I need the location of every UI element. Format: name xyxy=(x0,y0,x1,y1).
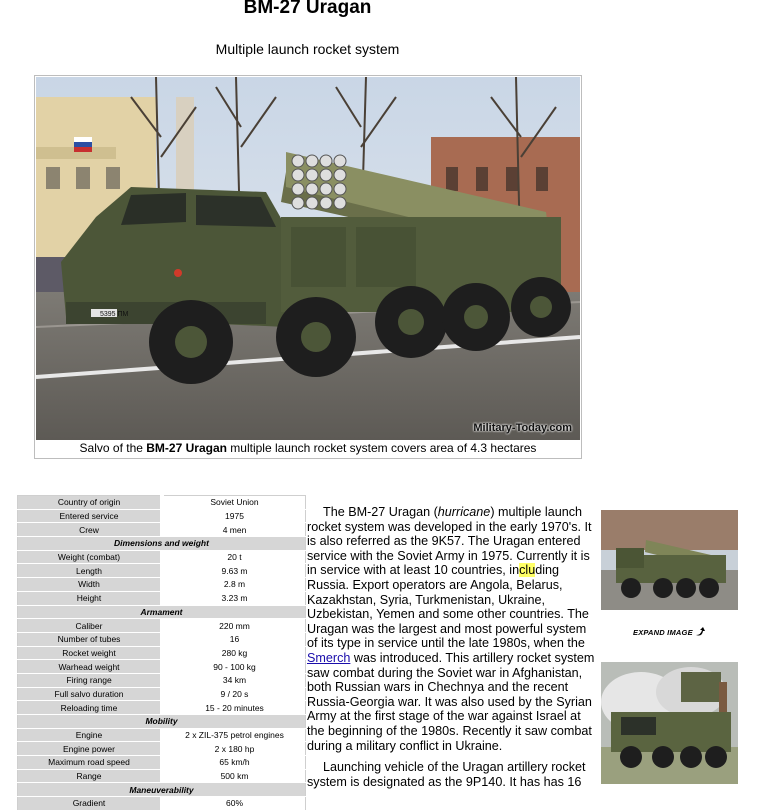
license-plate: 5395 ПМ xyxy=(100,311,129,318)
photo-watermark: Military-Today.com xyxy=(473,422,572,434)
spec-value: 34 km xyxy=(162,673,306,687)
spec-value: 220 mm xyxy=(162,619,306,633)
spec-value: 4 men xyxy=(162,523,306,537)
spec-value: 20 t xyxy=(162,550,306,564)
spec-section-header xyxy=(18,783,306,797)
spec-value: 15 - 20 minutes xyxy=(162,701,306,715)
spec-section-title: Maneuverability xyxy=(18,783,306,797)
spec-row xyxy=(18,687,306,701)
expand-image-button[interactable]: EXPAND IMAGE xyxy=(633,627,705,637)
spec-row xyxy=(18,523,306,537)
page-title: BM-27 Uragan xyxy=(243,0,372,18)
spec-label: Warhead weight xyxy=(18,660,163,674)
search-highlight: clu xyxy=(519,563,536,578)
photo-caption: Salvo of the BM-27 Uragan multiple launch rocket system covers area of 4.3 hectares xyxy=(79,441,537,455)
specifications-table xyxy=(17,495,306,811)
spec-section-header xyxy=(18,605,306,619)
spec-label: Country of origin xyxy=(18,496,163,510)
spec-label: Rocket weight xyxy=(18,646,163,660)
spec-label: Width xyxy=(18,578,163,592)
spec-value: 65 km/h xyxy=(162,756,306,770)
spec-value: 280 kg xyxy=(162,646,306,660)
spec-label: Crew xyxy=(18,523,163,537)
spec-label: Caliber xyxy=(18,619,163,633)
spec-value: Soviet Union xyxy=(162,496,306,510)
spec-value: 2 x ZIL-375 petrol engines xyxy=(162,728,306,742)
thumbnail-1[interactable] xyxy=(601,510,738,610)
spec-label: Length xyxy=(18,564,163,578)
spec-row xyxy=(18,701,306,715)
spec-row xyxy=(18,646,306,660)
spec-label: Range xyxy=(18,769,163,783)
spec-row xyxy=(18,591,306,605)
thumbnail-2[interactable] xyxy=(601,662,738,784)
spec-row xyxy=(18,578,306,592)
spec-row xyxy=(18,797,306,811)
spec-section-header xyxy=(18,715,306,729)
spec-value: 16 xyxy=(162,632,306,646)
spec-row xyxy=(18,756,306,770)
spec-row xyxy=(18,509,306,523)
spec-value: 9.63 m xyxy=(162,564,306,578)
spec-value: 2 x 180 hp xyxy=(162,742,306,756)
spec-value: 60% xyxy=(162,797,306,811)
article-text xyxy=(307,505,599,796)
spec-row xyxy=(18,564,306,578)
spec-row xyxy=(18,496,306,510)
spec-row xyxy=(18,742,306,756)
spec-label: Height xyxy=(18,591,163,605)
spec-section-title: Dimensions and weight xyxy=(18,537,306,551)
spec-label: Maximum road speed xyxy=(18,756,163,770)
spec-section-title: Mobility xyxy=(18,715,306,729)
spec-row xyxy=(18,728,306,742)
spec-value: 90 - 100 kg xyxy=(162,660,306,674)
spec-label: Engine power xyxy=(18,742,163,756)
spec-label: Gradient xyxy=(18,797,163,811)
spec-label: Entered service xyxy=(18,509,163,523)
spec-label: Engine xyxy=(18,728,163,742)
spec-row xyxy=(18,769,306,783)
article-paragraph-2: Launching vehicle of the Uragan artillery rocket system is designated as the 9P140. It has has 16 xyxy=(307,760,586,789)
spec-row xyxy=(18,619,306,633)
spec-section-header xyxy=(18,537,306,551)
spec-value: 9 / 20 s xyxy=(162,687,306,701)
spec-label: Number of tubes xyxy=(18,632,163,646)
spec-section-title: Armament xyxy=(18,605,306,619)
spec-row xyxy=(18,673,306,687)
expand-arrow-icon xyxy=(695,627,705,637)
spec-row xyxy=(18,550,306,564)
page-subtitle: Multiple launch rocket system xyxy=(215,41,400,57)
main-photo[interactable] xyxy=(36,77,580,440)
spec-value: 500 km xyxy=(162,769,306,783)
spec-value: 1975 xyxy=(162,509,306,523)
spec-label: Reloading time xyxy=(18,701,163,715)
spec-value: 2.8 m xyxy=(162,578,306,592)
spec-label: Full salvo duration xyxy=(18,687,163,701)
spec-label: Firing range xyxy=(18,673,163,687)
spec-label: Weight (combat) xyxy=(18,550,163,564)
smerch-link[interactable]: Smerch xyxy=(307,650,351,665)
spec-row xyxy=(18,632,306,646)
spec-row xyxy=(18,660,306,674)
main-photo-frame xyxy=(34,75,582,459)
article-paragraph-1: The BM-27 Uragan (hurricane) multiple launch rocket system was developed in the early 1970's. It is also referred as the 9K57. The Uragan entered service with the Soviet Army in 1975. Currently it is in service with at least 10 countries, including Russia. Export operators are Angola, Belarus, Kazakhstan, Syria, Turkmenistan, Ukraine, Uzbekistan, Yemen and some other countries. The Uragan was the largest and most powerful system of its type in service until the late 1980s, when the Smerch was introduced. This artillery rocket system saw combat during the Soviet war in Afghanistan, both Russian wars in Chechnya and the recent Russia-Georgia war. It was also used by the Syrian Army at the first stage of the war against Israel at the beginning of the 1980s. Recently it saw combat during a military conflict in Ukraine. xyxy=(307,505,595,753)
spec-value: 3.23 m xyxy=(162,591,306,605)
